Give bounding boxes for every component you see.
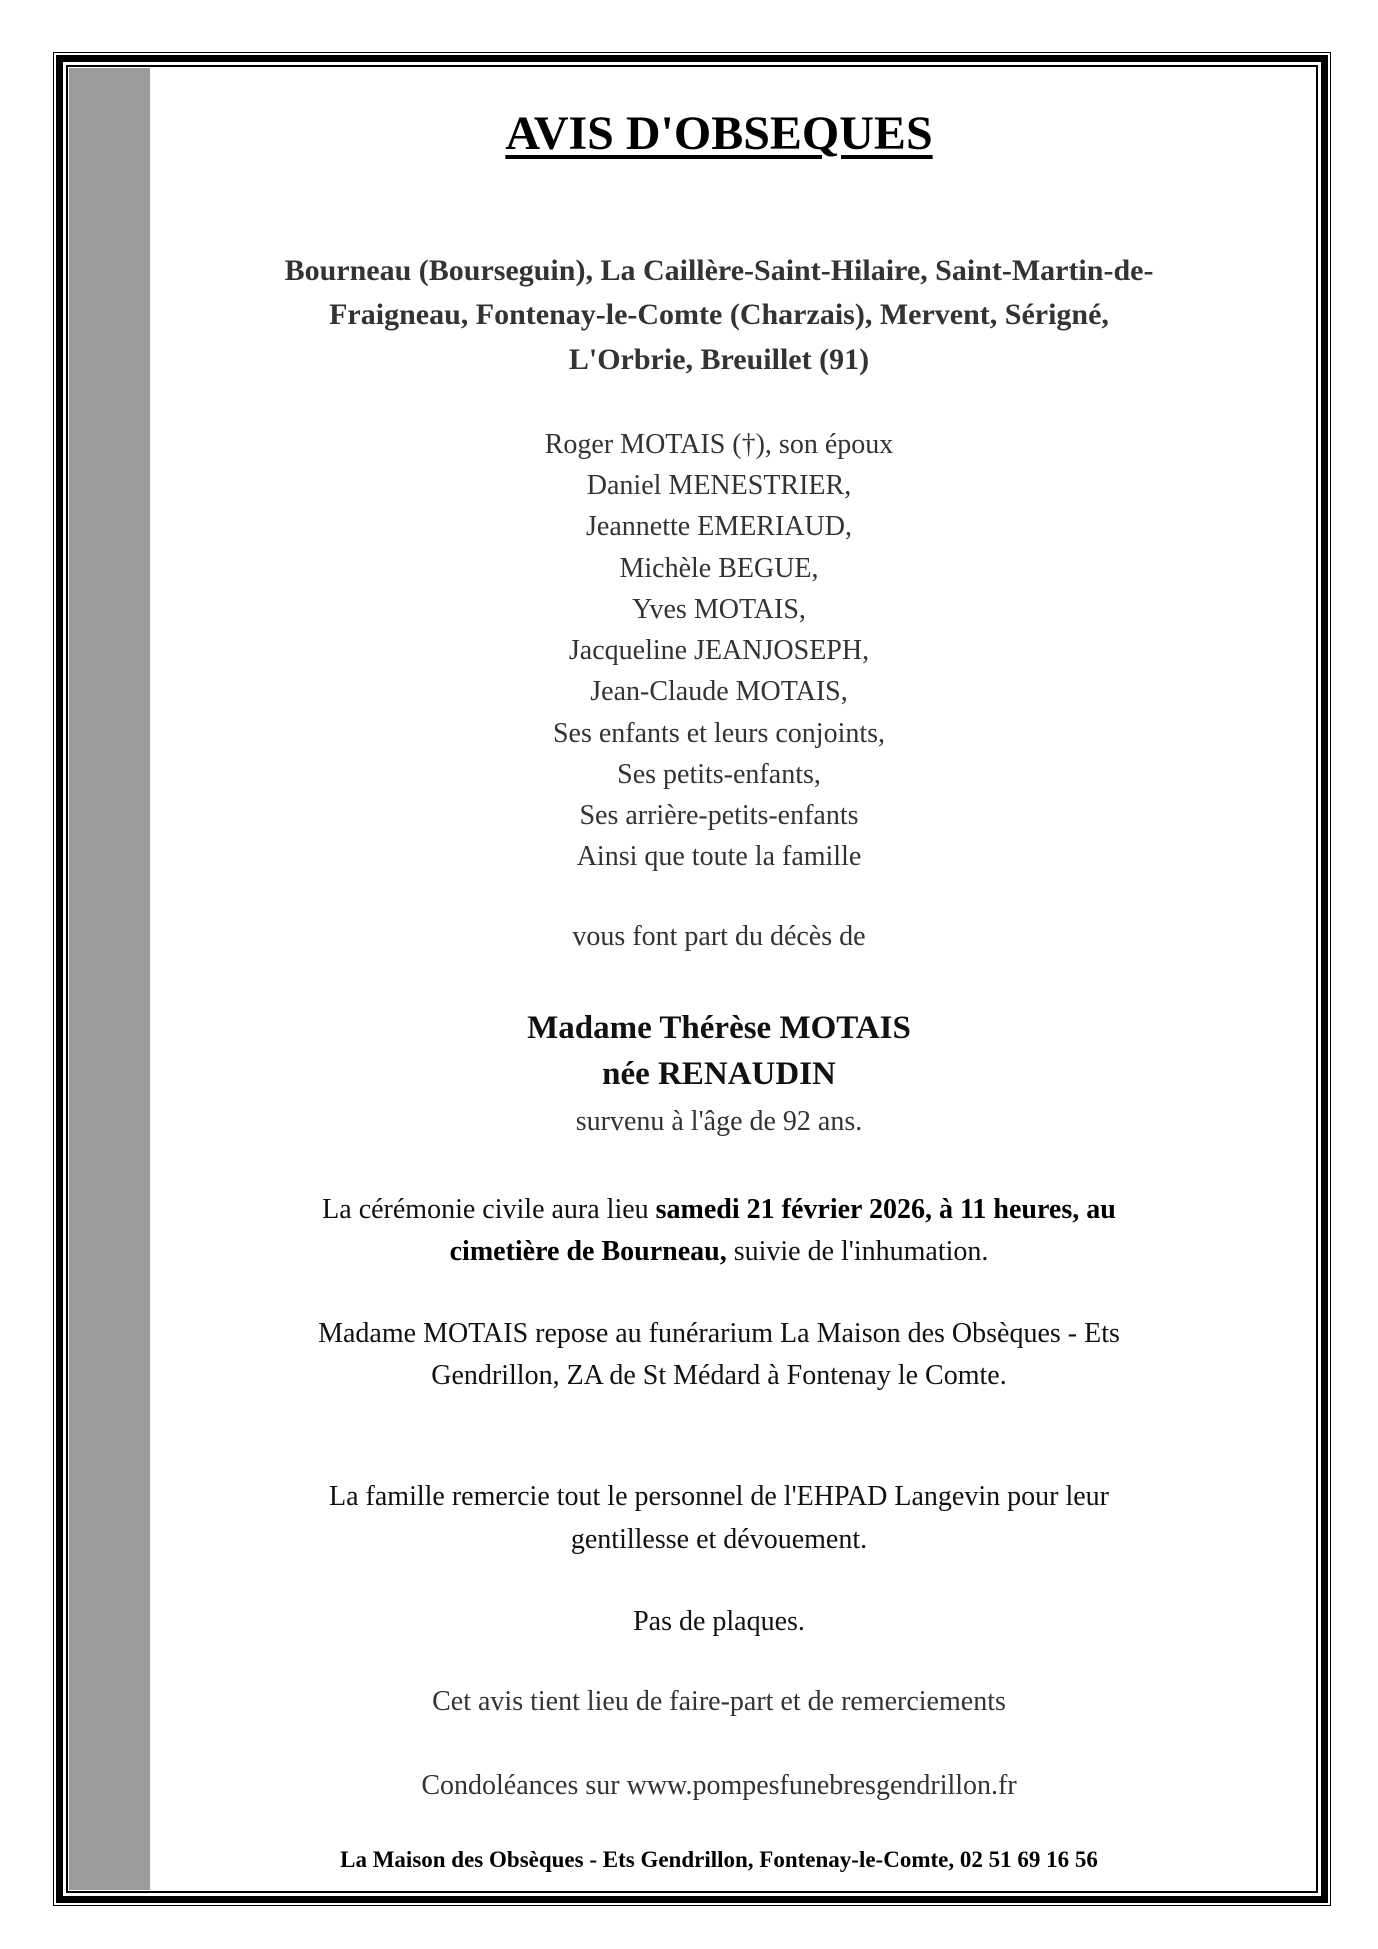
ceremony-line: [150, 1196, 1288, 1224]
family-line: Jacqueline JEANJOSEPH,: [568, 635, 870, 666]
town-line: Bourneau (Bourseguin), La Caillère-Saint-Hilaire, Saint-Martin-de-: [284, 254, 1154, 287]
deceased-maiden-name: née RENAUDIN: [602, 1056, 836, 1092]
ceremony-text: suivie de l'inhumation.: [726, 1236, 989, 1267]
no-plaques-text: Pas de plaques.: [633, 1606, 805, 1637]
ceremony-date: samedi 21 février 2026, à 11 heures, au: [655, 1194, 1116, 1225]
ceremony-line: [150, 1238, 1288, 1266]
town-line: Fraigneau, Fontenay-le-Comte (Charzais), Mervent, Sérigné,: [329, 298, 1109, 331]
ceremony-place: cimetière de Bourneau,: [449, 1236, 727, 1267]
deceased-name: Madame Thérèse MOTAIS: [527, 1010, 911, 1046]
family-line: Daniel MENESTRIER,: [586, 470, 852, 501]
condolences-text: Condoléances sur www.pompesfunebresgendrillon.fr: [421, 1770, 1017, 1801]
family-line: Jeannette EMERIAUD,: [586, 511, 852, 542]
town-line: L'Orbrie, Breuillet (91): [568, 343, 870, 376]
family-line: Ses arrière-petits-enfants: [579, 800, 859, 831]
family-line: Ainsi que toute la famille: [576, 841, 862, 872]
funeral-home-footer: La Maison des Obsèques - Ets Gendrillon, Fontenay-le-Comte, 02 51 69 16 56: [340, 1847, 1098, 1872]
family-line: Ses enfants et leurs conjoints,: [552, 718, 886, 749]
gray-side-bar: [69, 68, 150, 1890]
repose-line: Gendrillon, ZA de St Médard à Fontenay le Comte.: [431, 1360, 1007, 1391]
deceased-age: survenu à l'âge de 92 ans.: [575, 1106, 863, 1137]
thanks-line: gentillesse et dévouement.: [570, 1524, 868, 1555]
family-line: Yves MOTAIS,: [632, 594, 806, 625]
repose-line: Madame MOTAIS repose au funérarium La Maison des Obsèques - Ets: [318, 1318, 1120, 1349]
ceremony-text: La cérémonie civile aura lieu: [322, 1194, 656, 1225]
notice-title: AVIS D'OBSEQUES: [505, 107, 933, 160]
family-line: Roger MOTAIS (†), son époux: [544, 429, 894, 460]
family-line: Ses petits-enfants,: [617, 759, 821, 790]
family-line: Jean-Claude MOTAIS,: [590, 676, 848, 707]
announce-text: vous font part du décès de: [572, 921, 866, 952]
thanks-line: La famille remercie tout le personnel de l'EHPAD Langevin pour leur: [329, 1481, 1109, 1512]
family-line: Michèle BEGUE,: [619, 553, 819, 584]
notice-text: Cet avis tient lieu de faire-part et de remerciements: [432, 1686, 1006, 1717]
